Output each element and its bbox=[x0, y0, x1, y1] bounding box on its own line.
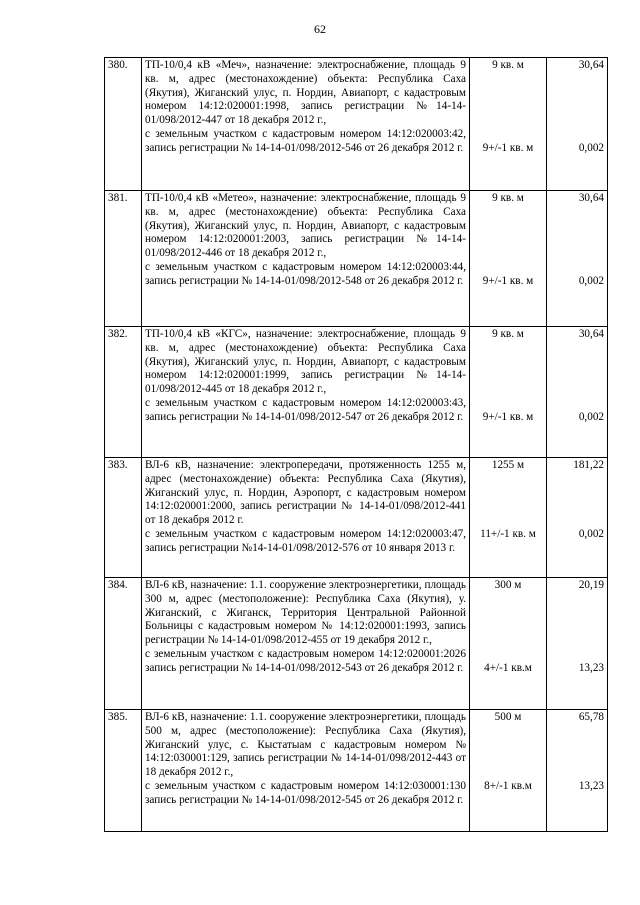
page-number: 62 bbox=[314, 22, 326, 36]
value-cell bbox=[547, 578, 608, 710]
object-description bbox=[142, 327, 470, 458]
area-cell bbox=[470, 458, 547, 578]
land-area: 8+/-1 кв.м bbox=[484, 779, 532, 792]
land-value: 0,002 bbox=[578, 274, 604, 287]
table-row bbox=[105, 327, 608, 458]
land-plot-text: с земельным участком с кадастровым номером 14:12:020003:44, запись регистрации № 14-14-01/098/2012-548 от 26 декабря 2012 г. bbox=[145, 260, 466, 287]
table-row bbox=[105, 710, 608, 832]
object-text: ВЛ-6 кВ, назначение: 1.1. сооружение электроэнергетики, площадь 300 м, адрес (местоположение): Республика Саха (Якутия), у. Жиганский, с Жиганск, Территория Центральной Районной Больницы с кадастровым номером № 14:12:020001:1993, запись регистрации № 14-14-01/098/2012-455 от 19 декабря 2012 г., bbox=[145, 579, 466, 647]
value-cell bbox=[547, 191, 608, 327]
object-value: 65,78 bbox=[578, 711, 604, 723]
object-text: ТП-10/0,4 кВ «Меч», назначение: электроснабжение, площадь 9 кв. м, адрес (местонахождение) объекта: Республика Саха (Якутия), Жиганский улус, п. Нордин, Авиапорт, с кадастровым номером 14:12:020001:1998, запись регистрации №14-14-01/098/2012-447 от 18 декабря 2012 г., bbox=[145, 59, 466, 127]
object-area: 1255 м bbox=[491, 459, 525, 471]
area-cell bbox=[470, 58, 547, 191]
land-area: 11+/-1 кв. м bbox=[480, 527, 536, 540]
land-plot-text: с земельным участком с кадастровым номером 14:12:020001:2026 запись регистрации № 14-14-01/098/2012-543 от 26 декабря 2012 г. bbox=[145, 647, 466, 674]
land-plot-text: с земельным участком с кадастровым номером 14:12:020003:43, запись регистрации № 14-14-01/098/2012-547 от 26 декабря 2012 г. bbox=[145, 396, 466, 423]
object-description bbox=[142, 58, 470, 191]
area-cell bbox=[470, 327, 547, 458]
land-plot-text: с земельным участком с кадастровым номером 14:12:030001:130 запись регистрации № 14-14-01/098/2012-545 от 26 декабря 2012 г. bbox=[145, 779, 466, 806]
table-row bbox=[105, 58, 608, 191]
value-cell bbox=[547, 458, 608, 578]
object-description bbox=[142, 578, 470, 710]
land-value: 0,002 bbox=[578, 141, 604, 154]
table-row bbox=[105, 578, 608, 710]
value-cell bbox=[547, 58, 608, 191]
object-area: 9 кв. м bbox=[492, 59, 524, 71]
land-area: 9+/-1 кв. м bbox=[482, 141, 534, 154]
land-area: 4+/-1 кв.м bbox=[484, 661, 532, 674]
area-cell bbox=[470, 578, 547, 710]
land-value: 0,002 bbox=[578, 410, 604, 423]
land-value: 13,23 bbox=[578, 661, 604, 674]
object-text: ТП-10/0,4 кВ «КГС», назначение: электроснабжение, площадь 9 кв. м, адрес (местонахождение) объекта: Республика Саха (Якутия), Жиганский улус, п. Нордин, Авиапорт, с кадастровым номером 14:12:020001:1999, запись регистрации №14-14-01/098/2012-445 от 18 декабря 2012 г., bbox=[145, 328, 466, 396]
object-text: ВЛ-6 кВ, назначение: 1.1. сооружение электроэнергетики, площадь 500 м, адрес (местоположение): Республика Саха (Якутия), Жиганский улус, с. Кыстатыам с кадастровым номером № 14:12:030001:129, запись регистрации № 14-14-01/098/2012-443 от 18 декабря 2012 г., bbox=[145, 711, 466, 779]
row-number: 385. bbox=[105, 710, 142, 832]
table-row bbox=[105, 458, 608, 578]
object-area: 500 м bbox=[494, 711, 522, 723]
object-value: 30,64 bbox=[578, 192, 604, 204]
row-number: 381. bbox=[105, 191, 142, 327]
object-description bbox=[142, 710, 470, 832]
object-area: 9 кв. м bbox=[492, 328, 524, 340]
object-description bbox=[142, 458, 470, 578]
object-area: 300 м bbox=[494, 579, 522, 591]
row-number: 382. bbox=[105, 327, 142, 458]
land-value: 13,23 bbox=[578, 779, 604, 792]
object-value: 181,22 bbox=[573, 459, 604, 471]
land-area: 9+/-1 кв. м bbox=[482, 274, 534, 287]
land-plot-text: с земельным участком с кадастровым номером 14:12:020003:42, запись регистрации № 14-14-01/098/2012-546 от 26 декабря 2012 г. bbox=[145, 127, 466, 154]
object-text: ВЛ-6 кВ, назначение: электропередачи, протяженность 1255 м, адрес (местонахождение) объекта: Республика Саха (Якутия), Жиганский улус, п. Нордин, Аэропорт, с кадастровым номером 14:12:020001:2000, запись регистрации № 14-14-01/098/2012-441 от 18 декабря 2012 г. bbox=[145, 459, 466, 527]
property-table bbox=[104, 57, 608, 832]
table-row bbox=[105, 191, 608, 327]
object-value: 30,64 bbox=[578, 59, 604, 71]
object-value: 30,64 bbox=[578, 328, 604, 340]
value-cell bbox=[547, 327, 608, 458]
object-value: 20,19 bbox=[578, 579, 604, 591]
row-number: 380. bbox=[105, 58, 142, 191]
object-area: 9 кв. м bbox=[492, 192, 524, 204]
land-value: 0,002 bbox=[578, 527, 604, 540]
land-plot-text: с земельным участком с кадастровым номером 14:12:020003:47, запись регистрации №14-14-01/098/2012-576 от 10 января 2013 г. bbox=[145, 527, 466, 554]
area-cell bbox=[470, 710, 547, 832]
area-cell bbox=[470, 191, 547, 327]
object-text: ТП-10/0,4 кВ «Метео», назначение: электроснабжение, площадь 9 кв. м, адрес (местонахождение) объекта: Республика Саха (Якутия), Жиганский улус, п. Нордин, Авиапорт, с кадастровым номером 14:12:020001:2003, запись регистрации №14-14-01/098/2012-446 от 18 декабря 2012 г., bbox=[145, 192, 466, 260]
value-cell bbox=[547, 710, 608, 832]
land-area: 9+/-1 кв. м bbox=[482, 410, 534, 423]
row-number: 383. bbox=[105, 458, 142, 578]
object-description bbox=[142, 191, 470, 327]
row-number: 384. bbox=[105, 578, 142, 710]
